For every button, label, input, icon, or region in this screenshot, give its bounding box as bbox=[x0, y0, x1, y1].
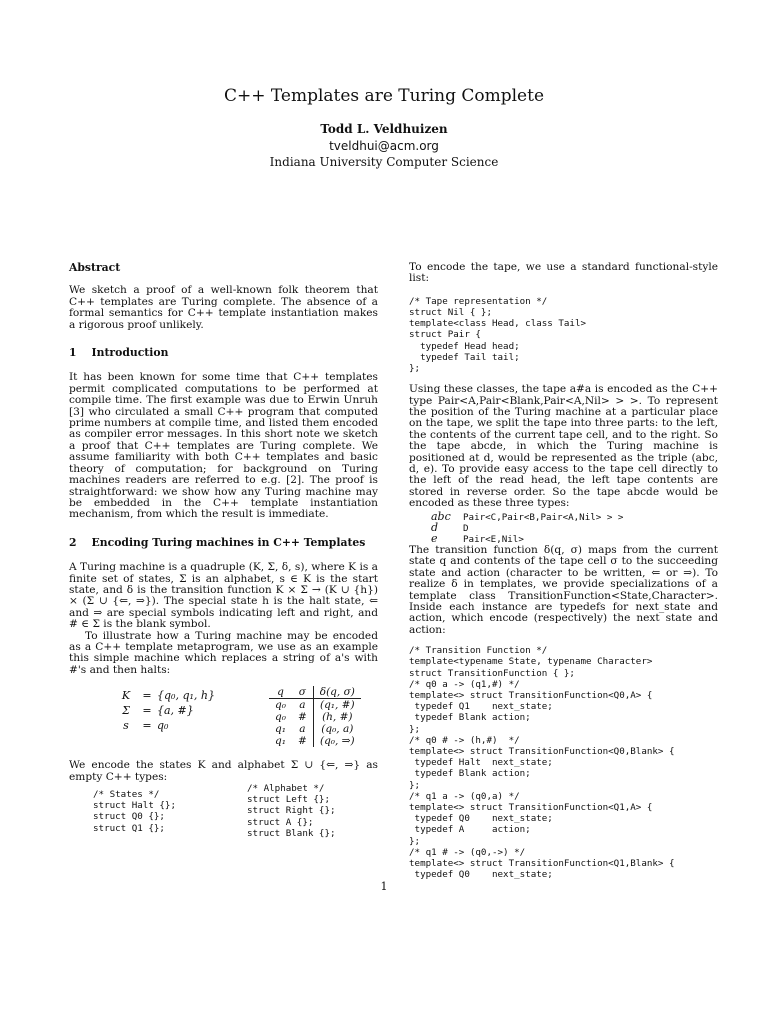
code-states: /* States */ struct Halt {}; struct Q0 {}; struct Q1 {}; bbox=[93, 789, 176, 834]
table-row: q₀ # (h, #) bbox=[269, 711, 361, 723]
tape-encoding-text: Using these classes, the tape a#a is encoded as the C++ type Pair<A,Pair<Blank,Pair<A,Nil> > >. To represent the position of the Turing machine at a particular place on the tape, we split the tape into three parts: to the left, the contents of the current tape cell, and to the right. So the tape abcde, in which the Turing machine is positioned at d, would be represented as the triple (abc, d, e). To provide easy access to the tape cell directly to the left of the read head, the left tape contents are stored in reverse order. So the tape abcde would be encoded as these three types: bbox=[409, 383, 718, 510]
code-alphabet: /* Alphabet */ struct Left {}; struct Right {}; struct A {}; struct Blank {}; bbox=[247, 783, 336, 839]
machine-definition bbox=[69, 686, 378, 754]
left-column bbox=[69, 262, 378, 841]
code-tape: /* Tape representation */ struct Nil { }; template<class Head, class Tail> struct Pair { typedef Head head; typedef Tail tail; }; bbox=[409, 295, 587, 375]
section2-paragraph-1: A Turing machine is a quadruple (K, Σ, δ, s), where K is a finite set of states, Σ is an alphabet, s ∈ K is the start state, and δ is the transition function K × Σ → (K ∪ {h}) × (Σ ∪ {⇐, ⇒}). The special state h is the halt state, ⇐ and ⇒ are special symbols indicating left and right, and # ∈ Σ is the blank symbol. bbox=[69, 561, 378, 631]
author-name: Todd L. Veldhuizen bbox=[320, 122, 448, 136]
section2-paragraph-2: To illustrate how a Turing machine may be encoded as a C++ template metaprogram, we use as an example this simple machine which replaces a string of a's with #'s and then halts: bbox=[69, 629, 378, 676]
abstract-text: We sketch a proof of a well-known folk theorem that C++ templates are Turing complete. The absence of a formal semantics for C++ template instantiation makes a rigorous proof unlikely. bbox=[69, 284, 378, 331]
code-blocks bbox=[69, 785, 378, 841]
definition-row: K = {q₀, q₁, h} bbox=[121, 689, 215, 703]
table-header-row: q σ δ(q, σ) bbox=[269, 686, 361, 699]
intro-heading: 1 Introduction bbox=[69, 346, 169, 360]
paper-title: C++ Templates are Turing Complete bbox=[223, 86, 545, 106]
transition-text: The transition function δ(q, σ) maps from the current state q and contents of the tape cell σ to the succeeding state and action (character to be written, ⇐ or ⇒). To realize δ in templates, we provide specializations of a template class TransitionFunction<State,Character>. Inside each instance are typedefs for next_state and action, which encode (respectively) the next state and action: bbox=[409, 543, 718, 636]
code-transition: /* Transition Function */ template<typename State, typename Character> struct TransitionFunction { }; /* q0 a -> (q1,#) */ template<> struct TransitionFunction<Q0,A> { typedef Q1 next_state; typedef Blank action; }; /* q0 # -> (h,#) */ template<> struct TransitionFunction<Q0,Blank> { typedef Halt next_state; typedef Blank action; }; /* q1 a -> (q0,a) */ template<> struct TransitionFunction<Q1,A> { typedef Q0 next_state; typedef A action; }; /* q1 # -> (q0,->) */ template<> struct TransitionFunction<Q1,Blank> { typedef Q0 next_state; bbox=[409, 645, 675, 881]
tape-intro: To encode the tape, we use a standard functional-style list: bbox=[409, 261, 718, 285]
author-email: tveldhui@acm.org bbox=[329, 139, 439, 153]
author-affiliation: Indiana University Computer Science bbox=[269, 155, 499, 169]
section2-paragraph-3: We encode the states K and alphabet Σ ∪ {⇐, ⇒} as empty C++ types: bbox=[69, 759, 378, 783]
transition-table bbox=[269, 686, 361, 747]
definition-row: Σ = {a, #} bbox=[122, 704, 194, 718]
table-row: q₀ a (q₁, #) bbox=[269, 699, 361, 712]
definition-row: s = q₀ bbox=[123, 719, 169, 733]
triple-list bbox=[431, 511, 718, 545]
table-row: q₁ a (q₀, a) bbox=[269, 723, 361, 735]
triple-row: e Pair<E,Nil> bbox=[431, 532, 524, 546]
intro-text: It has been known for some time that C++ templates permit complicated computations to be performed at compile time. The first example was due to Erwin Unruh [3] who circulated a small C++ program that computed prime numbers at compile time, and listed them encoded as compiler error messages. In this short note we sketch a proof that C++ templates are Turing complete. We assume familiarity with both C++ templates and basic theory of computation; for background on Turing machines readers are referred to e.g. [2]. The proof is straightforward: we show how any Turing machine may be embedded in the C++ template instantiation mechanism, from which the result is immediate. bbox=[69, 371, 378, 521]
section2-heading: 2 Encoding Turing machines in C++ Templates bbox=[69, 535, 366, 549]
definition-list bbox=[115, 690, 215, 735]
triple-row: abc Pair<C,Pair<B,Pair<A,Nil> > > bbox=[431, 509, 624, 523]
abstract-heading: Abstract bbox=[69, 261, 121, 274]
triple-row: d D bbox=[431, 521, 469, 535]
table-row: q₁ # (q₀, ⇒) bbox=[269, 735, 361, 747]
right-column bbox=[409, 262, 718, 880]
page-number: 1 bbox=[380, 880, 388, 893]
